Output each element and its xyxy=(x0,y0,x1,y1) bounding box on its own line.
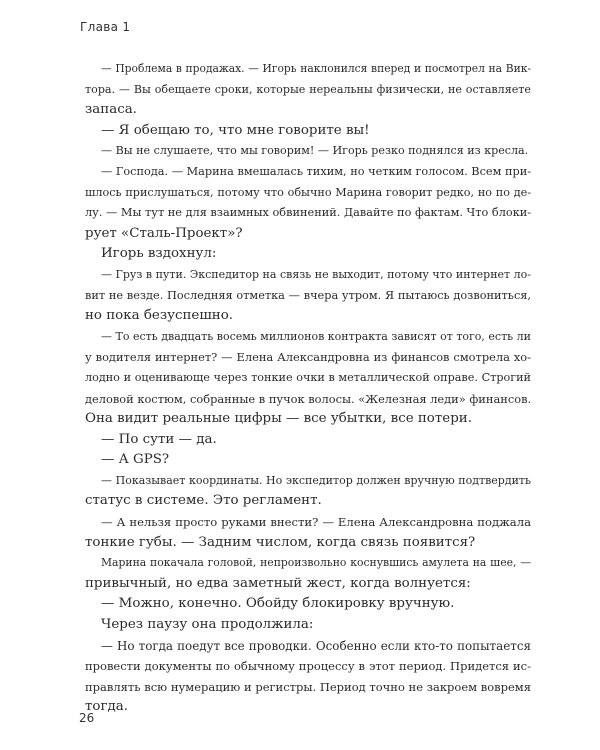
text-line: — А GPS? xyxy=(101,452,170,468)
text-line: — Можно, конечно. Обойду блокировку вручную. xyxy=(101,596,455,612)
text-line: — Проблема в продажах. — Игорь наклонился вперед и посмотрел на Вик- xyxy=(101,62,531,75)
text-line: Марина покачала головой, непроизвольно коснувшись амулета на шее, — xyxy=(101,556,531,570)
text-line: провести документы по обычному процессу в этот период. Придется ис- xyxy=(85,659,531,674)
text-line: деловой костюм, собранные в пучок волосы. «Железная леди» финансов. xyxy=(85,391,532,406)
text-line: тогда. xyxy=(85,699,128,715)
text-line: запаса. xyxy=(85,102,137,118)
text-line: — Но тогда поедут все проводки. Особенно если кто-то попытается xyxy=(101,638,531,653)
page-text xyxy=(85,59,531,718)
text-line: у водителя интернет? — Елена Александровна из финансов смотрела хо- xyxy=(85,350,531,365)
text-line: — Я обещаю то, что мне говорите вы! xyxy=(101,122,370,138)
text-line: правлять всю нумерацию и регистры. Период точно не закроем вовремя xyxy=(85,679,531,694)
text-line: шлось прислушаться, потому что обычно Марина говорит редко, но по де- xyxy=(85,185,531,199)
text-line: — Вы не слушаете, что мы говорим! — Игорь резко поднялся из кресла. xyxy=(101,144,529,158)
chapter-title: Глава 1 xyxy=(80,20,131,34)
text-line: рует «Сталь-Проект»? xyxy=(85,225,243,241)
text-line: Она видит реальные цифры — все убытки, все потери. xyxy=(85,411,472,427)
text-line: — А нельзя просто руками внести? — Елена Александровна поджала xyxy=(101,515,531,530)
text-line: но пока безуспешно. xyxy=(85,308,234,324)
text-line: — Груз в пути. Экспедитор на связь не выходит, потому что интернет ло- xyxy=(101,267,531,281)
text-line: — То есть двадцать восемь миллионов контракта зависят от того, есть ли xyxy=(101,329,531,343)
text-line: — Господа. — Марина вмешалась тихим, но четким голосом. Всем при- xyxy=(101,164,532,178)
text-line: Через паузу она продолжила: xyxy=(101,617,314,633)
page-number: 26 xyxy=(79,711,95,725)
text-line: тора. — Вы обещаете сроки, которые нереальны физически, не оставляете xyxy=(85,82,531,96)
text-line: лу. — Мы тут не для взаимных обвинений. Давайте по фактам. Что блоки- xyxy=(85,206,532,220)
text-line: лодно и оценивающе через тонкие очки в металлической оправе. Строгий xyxy=(85,370,531,384)
text-line: — По сути — да. xyxy=(101,431,217,447)
text-line: привычный, но едва заметный жест, когда волнуется: xyxy=(85,575,471,591)
text-line: статус в системе. Это регламент. xyxy=(85,493,322,509)
text-line: Игорь вздохнул: xyxy=(101,246,217,262)
text-line: — Показывает координаты. Но экспедитор должен вручную подтвердить xyxy=(101,473,531,487)
running-header xyxy=(80,20,130,34)
text-line: вит не везде. Последняя отметка — вчера утром. Я пытаюсь дозвониться, xyxy=(85,288,531,302)
text-line: тонкие губы. — Задним числом, когда связь появится? xyxy=(85,534,476,550)
